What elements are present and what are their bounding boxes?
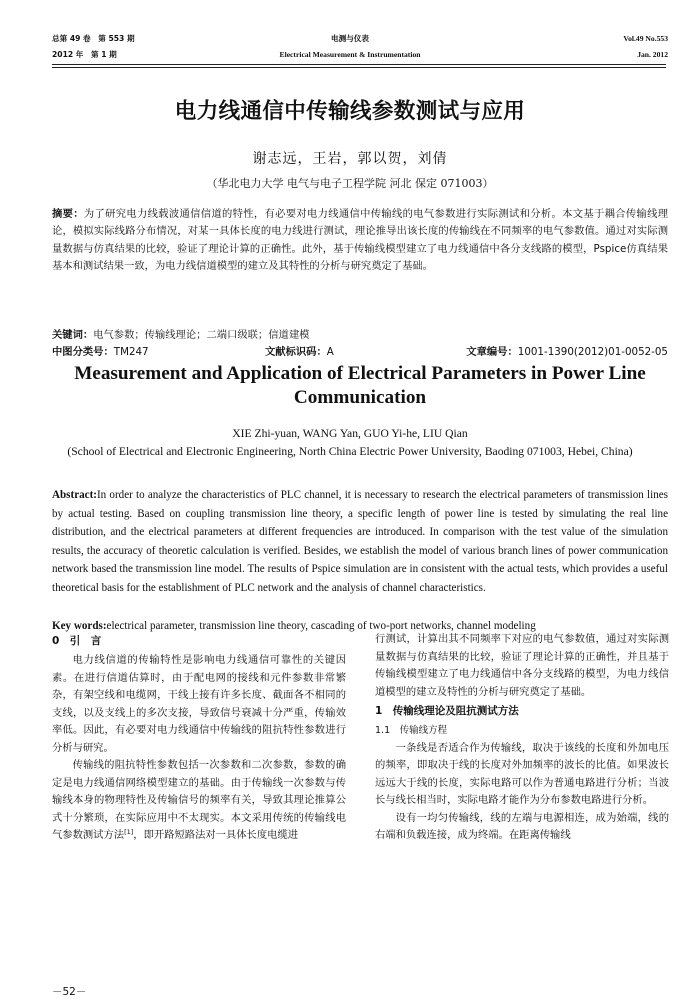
document-code xyxy=(265,344,334,361)
citation-ref-1: [1] xyxy=(124,828,134,836)
header-year-issue: 2012 年 第 1 期 xyxy=(52,50,117,59)
header-rule xyxy=(52,64,666,65)
authors-en: XIE Zhi-yuan, WANG Yan, GUO Yi-he, LIU Qian xyxy=(232,427,468,440)
header-rule-thin xyxy=(52,67,666,68)
body-right-column xyxy=(375,631,669,845)
abstract-en-label: Abstract: xyxy=(52,489,97,501)
header-volume-en: Vol.49 No.553 xyxy=(623,34,668,43)
section-1-1-heading: 1.1 传输线方程 xyxy=(375,725,448,736)
body-left-column xyxy=(52,631,346,845)
section-1-heading: 1 传输线理论及阻抗测试方法 xyxy=(375,705,519,717)
clc-label: 中图分类号： xyxy=(52,346,114,358)
affiliation-en: (School of Electrical and Electronic Engineering, North China Electric Power University, Baoding 071003, Hebei, China) xyxy=(67,445,633,458)
right-paragraph-1: 行测试，计算出其不同频率下对应的电气参数值，通过对实际测量数据与仿真结果的比较，验证了理论计算的正确性，并且基于传输线模型建立了电力线通信中各分支线路的模型，为电力线信道模型的建立及特性的分析与研究奠定了基础。 xyxy=(375,633,669,698)
paper-title-en: Measurement and Application of Electrical Parameters in Power Line Communication xyxy=(74,363,646,408)
authors-cn: 谢志远，王岩，郭以贺，刘倩 xyxy=(252,151,448,167)
affiliation-cn: （华北电力大学 电气与电子工程学院 河北 保定 071003） xyxy=(206,177,494,190)
document-code-label: 文献标识码： xyxy=(265,346,327,358)
header-date-en: Jan. 2012 xyxy=(637,50,668,59)
header-volume-issue: 总第 49 卷 第 553 期 xyxy=(52,34,135,43)
left-paragraph-2 xyxy=(52,757,346,845)
right-paragraph-2: 一条线是否适合作为传输线，取决于该线的长度和外加电压的频率，即取决于线的长度对外加频率的波长的比值。如果波长远远大于线的长度，实际电路可以作为普通电路进行分析；当波长与线长相当时，实际电路才能作为分布参数电路进行分析。 xyxy=(375,741,669,806)
right-paragraph-3: 设有一均匀传输线，线的左端与电源相连，成为始端，线的右端和负载连接，成为终端。在距离传输线 xyxy=(375,811,669,841)
paper-title-cn: 电力线通信中传输线参数测试与应用 xyxy=(174,99,526,124)
clc-code xyxy=(52,344,149,361)
header-journal-name-en: Electrical Measurement & Instrumentation xyxy=(279,50,421,59)
left-paragraph-2-tail: ，即开路短路法对一具体长度电缆进 xyxy=(133,829,299,841)
abstract-cn-text: 为了研究电力线载波通信信道的特性，有必要对电力线通信中传输线的电气参数进行实际测试和分析。本文基于耦合传输线理论，模拟实际线路分布情况，对某一具体长度的电力线进行测试，理论推导出该长度的传输线在不同频率的电气参数值。通过对实际测量数据与仿真结果的比较，验证了理论计算的正确性。此外，基于传输线模型建立了电力线通信中各分支线路的模型，Pspice仿真结果基本和测试结果一致，为电力线信道模型的建立及其特性的分析与研究奠定了基础。 xyxy=(52,208,669,272)
document-code-value: A xyxy=(326,346,334,358)
abstract-cn-label: 摘要： xyxy=(52,208,84,220)
keywords-cn-text: 电气参数；传输线理论；二端口级联；信道建模 xyxy=(93,329,310,341)
section-0-heading: 0 引 言 xyxy=(52,635,102,647)
abstract-en-text: In order to analyze the characteristics of PLC channel, it is necessary to research the electrical parameters of transmission lines by actual testing. Based on coupling transmission line theory, a specific length of power line is tested by simulating the real line distribution, and the electrical parameters at different frequencies are introduced. In comparison with the test value of the simulation results, the accuracy of theoretic calculation is verified. Besides, we establish the model of various branch lines of power communication network based the transmission line model. The results of Pspice simulation are in consistent with the actual tests, which provides a useful theoretical basis for the establishment of PLC network and the analysis of channel characteristics. xyxy=(52,489,668,594)
left-paragraph-1: 电力线信道的传输特性是影响电力线通信可靠性的关键因素。在进行信道估算时，由于配电网的接线和元件参数非常繁杂，有架空线和电缆网，干线上接有许多长度、截面各不相同的支线，以及支线上的多次支接，导致信号衰减十分严重，传输效率低。因此，有必要对电力线通信中传输线的阻抗特性参数进行分析与研究。 xyxy=(52,654,346,754)
left-paragraph-2-text: 传输线的阻抗特性参数包括一次参数和二次参数，参数的确定是电力线通信网络模型建立的基础。由于传输线一次参数与传输线本身的物理特性及传输信号的频率有关，导致其理论推算公式十分繁琐，在实际应用中不太现实。本文采用传统的传输线电气参数测试方法 xyxy=(52,759,346,841)
page-number: －52－ xyxy=(52,986,87,998)
article-number-label: 文章编号： xyxy=(466,346,518,358)
keywords-cn-label: 关键词： xyxy=(52,329,94,341)
article-number xyxy=(466,344,668,361)
abstract-cn xyxy=(52,206,668,275)
article-number-value: 1001-1390(2012)01-0052-05 xyxy=(517,346,668,358)
header-journal-name-cn: 电测与仪表 xyxy=(331,34,369,43)
keywords-en-label: Key words: xyxy=(52,620,107,632)
keywords-en-text: electrical parameter, transmission line theory, cascading of two-port networks, channel modeling xyxy=(106,620,536,632)
keywords-cn xyxy=(52,327,668,344)
abstract-en xyxy=(52,486,668,598)
clc-value: TM247 xyxy=(113,346,149,358)
